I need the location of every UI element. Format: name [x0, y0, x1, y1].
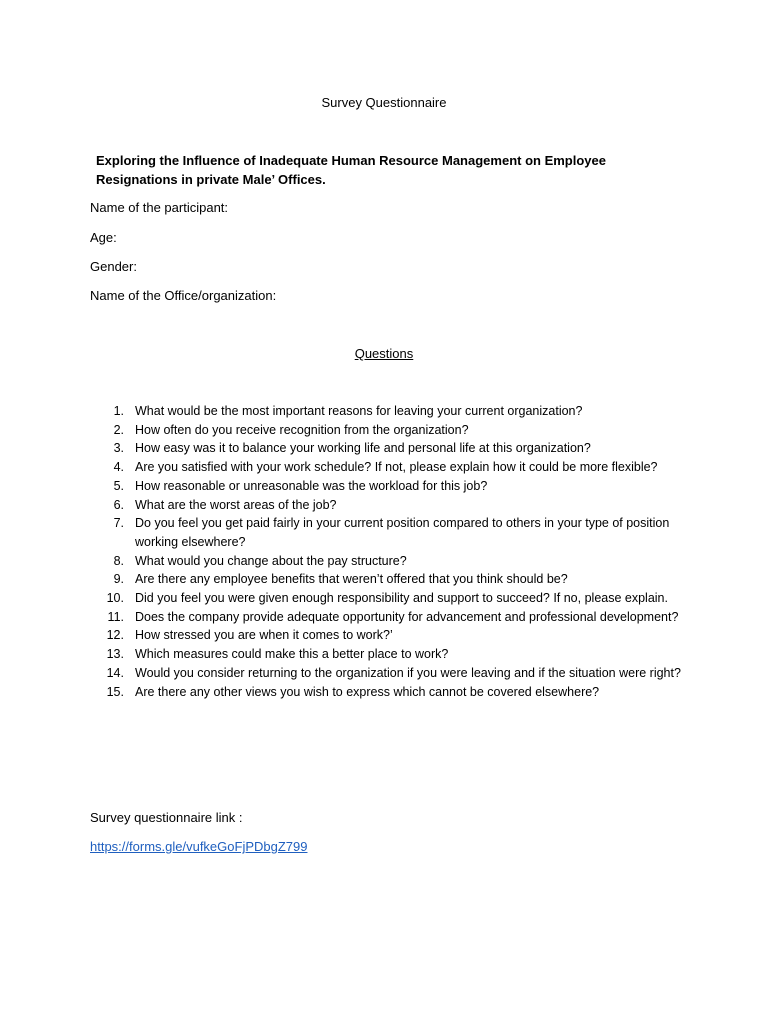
age-label: Age: — [90, 230, 117, 245]
question-number: 13. — [106, 647, 124, 662]
question-text: Are there any other views you wish to express which cannot be covered elsewhere? — [135, 684, 600, 699]
question-number: 7. — [113, 516, 124, 531]
question-number: 4. — [113, 460, 124, 475]
question-item — [0, 683, 695, 702]
question-text: Are there any employee benefits that weren’t offered that you think should be? — [135, 572, 568, 587]
document-title: Survey Questionnaire — [321, 95, 447, 110]
question-number: 15. — [106, 684, 124, 699]
question-item — [0, 608, 695, 627]
question-text: Which measures could make this a better place to work? — [135, 647, 449, 662]
question-item — [0, 458, 695, 477]
participant-name-label: Name of the participant: — [90, 200, 229, 215]
question-number: 2. — [113, 422, 124, 437]
question-number: 3. — [113, 441, 124, 456]
question-text: Does the company provide adequate opportunity for advancement and professional development? — [135, 609, 679, 624]
survey-link-label: Survey questionnaire link : — [90, 810, 243, 825]
question-text: What are the worst areas of the job? — [135, 497, 337, 512]
question-item — [0, 645, 695, 664]
office-label: Name of the Office/organization: — [90, 288, 277, 303]
question-text: Did you feel you were given enough responsibility and support to succeed? If no, please explain. — [135, 591, 668, 606]
question-item — [0, 626, 695, 645]
question-item — [0, 664, 695, 683]
question-item — [0, 439, 695, 458]
question-item — [0, 589, 695, 608]
question-item — [0, 514, 695, 551]
question-list — [0, 402, 768, 701]
questions-heading: Questions — [354, 346, 414, 361]
question-text: What would you change about the pay structure? — [135, 553, 407, 568]
question-item — [0, 477, 695, 496]
survey-link[interactable]: https://forms.gle/vufkeGoFjPDbgZ799 — [90, 839, 308, 854]
question-text: How often do you receive recognition from the organization? — [135, 422, 469, 437]
question-item — [0, 570, 695, 589]
question-number: 11. — [107, 609, 124, 624]
question-text: Would you consider returning to the organization if you were leaving and if the situation were right? — [135, 665, 681, 680]
question-text: How stressed you are when it comes to work?’ — [135, 628, 393, 643]
question-number: 5. — [113, 478, 124, 493]
question-text: What would be the most important reasons for leaving your current organization? — [135, 404, 583, 418]
question-item — [0, 421, 695, 440]
question-number: 10. — [106, 591, 124, 606]
question-text: Do you feel you get paid fairly in your current position compared to others in your type of position working elsewhere? — [135, 516, 670, 549]
question-text: How easy was it to balance your working life and personal life at this organization? — [135, 441, 591, 456]
question-text: How reasonable or unreasonable was the workload for this job? — [135, 478, 488, 493]
question-item — [0, 496, 695, 515]
question-number: 6. — [113, 497, 124, 512]
question-number: 8. — [113, 553, 124, 568]
question-item — [0, 402, 695, 421]
gender-label: Gender: — [90, 259, 137, 274]
question-number: 14. — [106, 665, 124, 680]
question-number: 9. — [113, 572, 124, 587]
study-title: Exploring the Influence of Inadequate Human Resource Management on Employee Resignations in private Male’ Offices. — [96, 153, 606, 187]
question-number: 1. — [113, 404, 124, 418]
question-number: 12. — [106, 628, 124, 643]
question-text: Are you satisfied with your work schedule? If not, please explain how it could be more flexible? — [135, 460, 658, 475]
question-item — [0, 552, 695, 571]
